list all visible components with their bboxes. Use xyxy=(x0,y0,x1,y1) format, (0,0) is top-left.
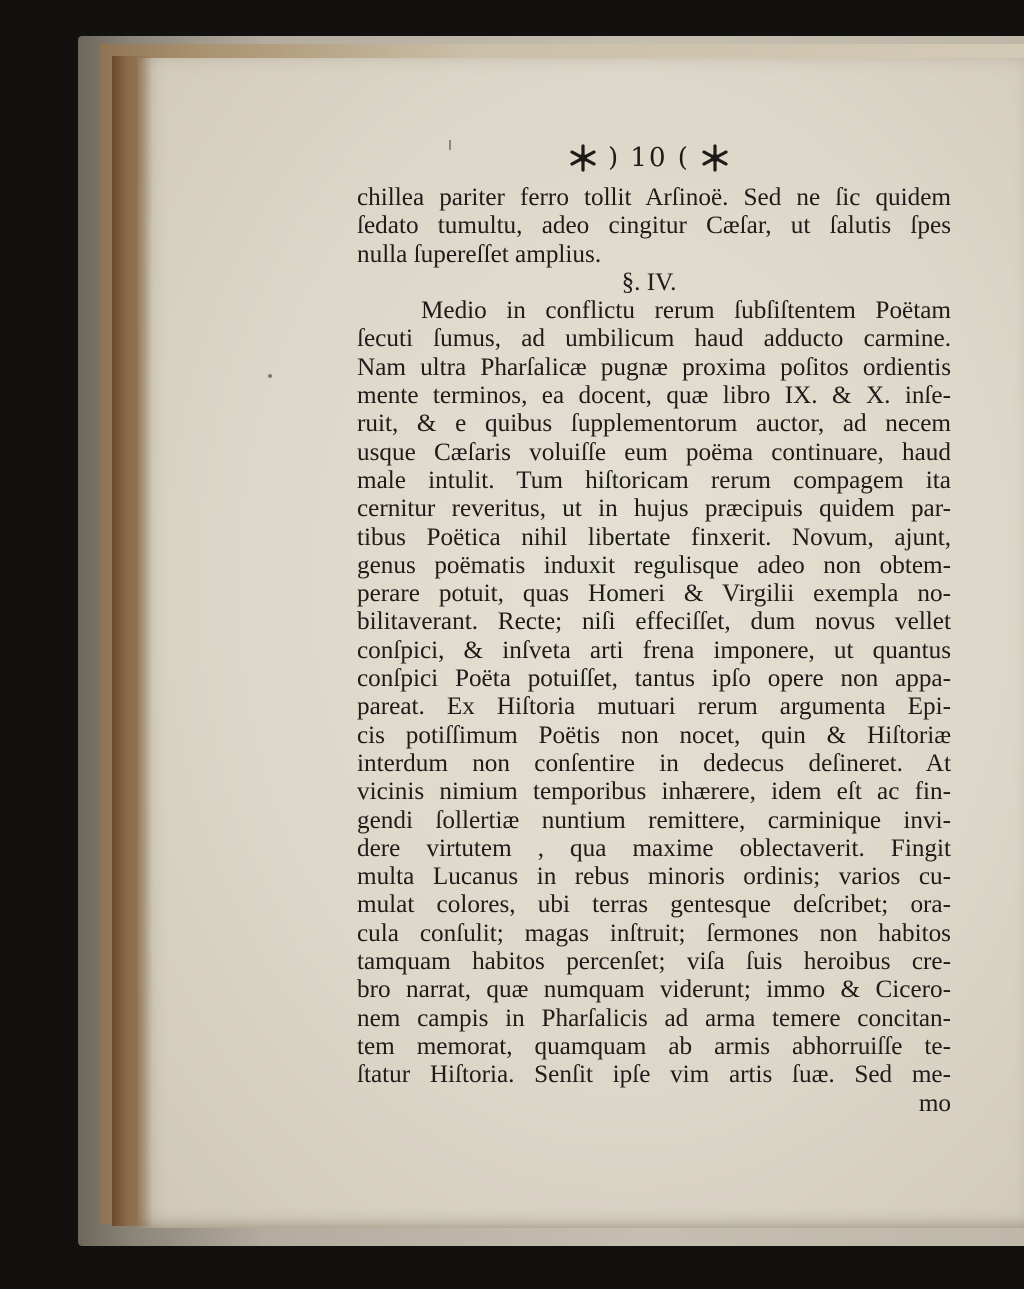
body-text xyxy=(357,184,951,1118)
text-line: pareat. Ex Hiſtoria mutuari rerum argumenta Epi- xyxy=(357,693,951,721)
text-line: tibus Poëtica nihil libertate finxerit. Novum, ajunt, xyxy=(357,523,951,551)
text-line: dere virtutem , qua maxime oblectaverit. Fingit xyxy=(357,834,951,862)
catchword: mo xyxy=(918,1089,951,1117)
page-number: ) 10 ( xyxy=(608,143,690,173)
text-line: male intulit. Tum hiſtoricam rerum compagem ita xyxy=(357,466,951,494)
text-line: bilitaverant. Recte; niſi effeciſſet, dum novus vellet xyxy=(357,608,951,636)
spine-shadow xyxy=(112,56,152,1226)
text-line: Medio in conflictu rerum ſubſiſtentem Poëtam xyxy=(421,297,951,325)
text-line: cis potiſſimum Poëtis non nocet, quin & Hiſtoriæ xyxy=(357,721,951,749)
text-line: cernitur reveritus, ut in hujus præcipuis quidem par- xyxy=(357,495,951,523)
section-heading: §. IV. xyxy=(621,268,677,296)
text-line: Nam ultra Pharſalicæ pugnæ proxima poſitos ordientis xyxy=(357,353,951,381)
text-line: gendi ſollertiæ nuntium remittere, carminique invi- xyxy=(357,806,951,834)
running-header xyxy=(568,138,748,178)
asterisk-ornament-icon xyxy=(700,143,730,173)
text-line: bro narrat, quæ numquam viderunt; immo & Cicero- xyxy=(357,976,951,1004)
text-line: tem memorat, quamquam ab armis abhorruiſſe te- xyxy=(357,1032,951,1060)
text-line: chillea pariter ferro tollit Arſinoë. Sed ne ſic quidem xyxy=(357,184,951,211)
text-line: nem campis in Pharſalicis ad arma temere concitan- xyxy=(357,1004,951,1032)
text-line: nulla ſupereſſet amplius. xyxy=(357,240,602,268)
text-line: genus poëmatis induxit regulisque adeo non obtem- xyxy=(357,551,951,579)
text-line: perare potuit, quas Homeri & Virgilii exempla no- xyxy=(357,580,951,608)
ink-mark xyxy=(449,140,451,150)
text-line: interdum non conſentire in dedecus deſineret. At xyxy=(357,749,951,777)
text-line: ſtatur Hiſtoria. Senſit ipſe vim artis ſuæ. Sed me- xyxy=(357,1061,951,1089)
text-line: multa Lucanus in rebus minoris ordinis; varios cu- xyxy=(357,863,951,891)
text-line: mente terminos, ea docent, quæ libro IX. & X. inſe- xyxy=(357,382,951,410)
text-line: ſedato tumultu, adeo cingitur Cæſar, ut ſalutis ſpes xyxy=(357,212,951,240)
text-line: ſecuti ſumus, ad umbilicum haud adducto carmine. xyxy=(357,325,951,353)
text-line: conſpici Poëta potuiſſet, tantus ipſo opere non appa- xyxy=(357,665,951,693)
text-line: usque Cæſaris voluiſſe eum poëma continuare, haud xyxy=(357,438,951,466)
text-line: mulat colores, ubi terras gentesque deſcribet; ora- xyxy=(357,891,951,919)
asterisk-ornament-icon xyxy=(568,143,598,173)
text-line: cula conſulit; magas inſtruit; ſermones non habitos xyxy=(357,919,951,947)
text-line: conſpici, & inſveta arti frena imponere, ut quantus xyxy=(357,636,951,664)
ink-mark xyxy=(268,374,272,378)
text-line: ruit, & e quibus ſupplementorum auctor, ad necem xyxy=(357,410,951,438)
text-line: tamquam habitos percenſet; viſa ſuis heroibus cre- xyxy=(357,948,951,976)
text-line: vicinis nimium temporibus inhærere, idem eſt ac fin- xyxy=(357,778,951,806)
